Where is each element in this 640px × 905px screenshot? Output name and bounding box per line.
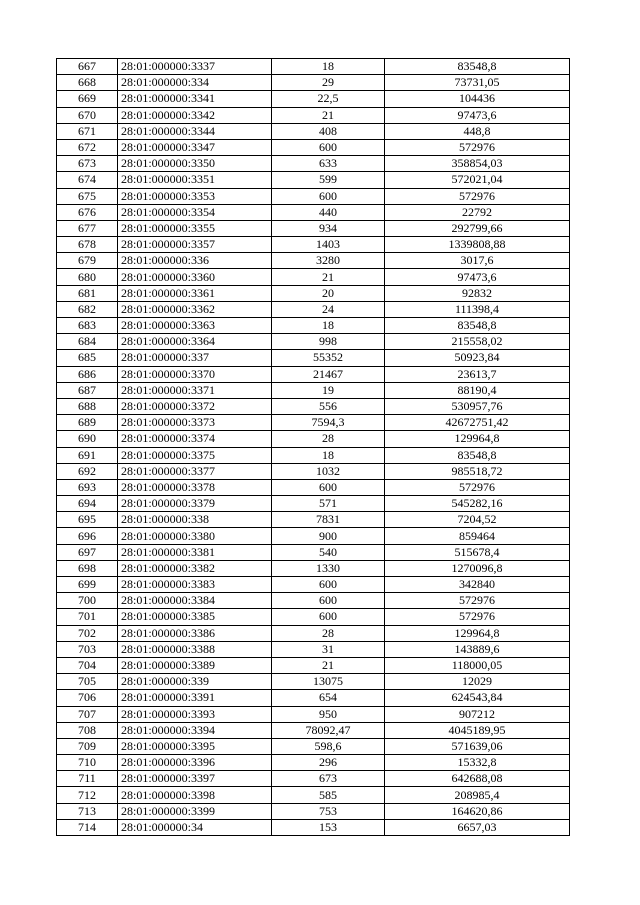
cadastral-number-cell: 28:01:000000:338: [118, 512, 272, 528]
value-cell: 448,8: [385, 123, 570, 139]
cadastral-number-cell: 28:01:000000:3355: [118, 220, 272, 236]
value-cell: 572976: [385, 479, 570, 495]
cadastral-number-cell: 28:01:000000:3371: [118, 382, 272, 398]
cadastral-number-cell: 28:01:000000:3362: [118, 301, 272, 317]
area-cell: 24: [272, 301, 385, 317]
cadastral-number-cell: 28:01:000000:3354: [118, 204, 272, 220]
value-cell: 572976: [385, 609, 570, 625]
table-row: [57, 172, 570, 188]
value-cell: 545282,16: [385, 496, 570, 512]
area-cell: 600: [272, 609, 385, 625]
row-number-cell: 679: [57, 253, 118, 269]
row-number-cell: 708: [57, 722, 118, 738]
value-cell: 92832: [385, 285, 570, 301]
table-row: [57, 609, 570, 625]
table-row: [57, 463, 570, 479]
cadastral-number-cell: 28:01:000000:3351: [118, 172, 272, 188]
table-row: [57, 544, 570, 560]
row-number-cell: 677: [57, 220, 118, 236]
value-cell: 83548,8: [385, 318, 570, 334]
area-cell: 600: [272, 139, 385, 155]
value-cell: 4045189,95: [385, 722, 570, 738]
value-cell: 292799,66: [385, 220, 570, 236]
cadastral-number-cell: 28:01:000000:3386: [118, 625, 272, 641]
area-cell: 998: [272, 334, 385, 350]
value-cell: 572976: [385, 139, 570, 155]
table-row: [57, 220, 570, 236]
value-cell: 208985,4: [385, 787, 570, 803]
value-cell: 859464: [385, 528, 570, 544]
area-cell: 934: [272, 220, 385, 236]
cadastral-number-cell: 28:01:000000:3395: [118, 738, 272, 754]
table-body: [57, 59, 570, 836]
cadastral-number-cell: 28:01:000000:3360: [118, 269, 272, 285]
row-number-cell: 689: [57, 415, 118, 431]
table-row: [57, 204, 570, 220]
area-cell: 673: [272, 771, 385, 787]
cadastral-number-cell: 28:01:000000:3388: [118, 641, 272, 657]
area-cell: 22,5: [272, 91, 385, 107]
row-number-cell: 682: [57, 301, 118, 317]
area-cell: 600: [272, 577, 385, 593]
table-row: [57, 755, 570, 771]
cadastral-number-cell: 28:01:000000:3342: [118, 107, 272, 123]
cadastral-number-cell: 28:01:000000:34: [118, 819, 272, 835]
value-cell: 3017,6: [385, 253, 570, 269]
row-number-cell: 684: [57, 334, 118, 350]
cadastral-number-cell: 28:01:000000:3373: [118, 415, 272, 431]
value-cell: 129964,8: [385, 431, 570, 447]
value-cell: 7204,52: [385, 512, 570, 528]
table-row: [57, 366, 570, 382]
value-cell: 572976: [385, 593, 570, 609]
value-cell: 642688,08: [385, 771, 570, 787]
area-cell: 599: [272, 172, 385, 188]
area-cell: 18: [272, 318, 385, 334]
table-row: [57, 641, 570, 657]
cadastral-number-cell: 28:01:000000:3389: [118, 657, 272, 673]
row-number-cell: 696: [57, 528, 118, 544]
row-number-cell: 707: [57, 706, 118, 722]
cadastral-number-cell: 28:01:000000:3344: [118, 123, 272, 139]
row-number-cell: 712: [57, 787, 118, 803]
cadastral-number-cell: 28:01:000000:3391: [118, 690, 272, 706]
cadastral-number-cell: 28:01:000000:3396: [118, 755, 272, 771]
cadastral-number-cell: 28:01:000000:3374: [118, 431, 272, 447]
row-number-cell: 671: [57, 123, 118, 139]
table-row: [57, 706, 570, 722]
row-number-cell: 686: [57, 366, 118, 382]
row-number-cell: 697: [57, 544, 118, 560]
area-cell: 296: [272, 755, 385, 771]
table-row: [57, 512, 570, 528]
row-number-cell: 683: [57, 318, 118, 334]
value-cell: 88190,4: [385, 382, 570, 398]
table-row: [57, 237, 570, 253]
table-row: [57, 787, 570, 803]
value-cell: 572021,04: [385, 172, 570, 188]
value-cell: 97473,6: [385, 107, 570, 123]
row-number-cell: 702: [57, 625, 118, 641]
cadastral-number-cell: 28:01:000000:3378: [118, 479, 272, 495]
table-row: [57, 431, 570, 447]
row-number-cell: 698: [57, 560, 118, 576]
value-cell: 530957,76: [385, 398, 570, 414]
table-row: [57, 123, 570, 139]
value-cell: 42672751,42: [385, 415, 570, 431]
value-cell: 6657,03: [385, 819, 570, 835]
row-number-cell: 678: [57, 237, 118, 253]
area-cell: 440: [272, 204, 385, 220]
cadastral-number-cell: 28:01:000000:3370: [118, 366, 272, 382]
area-cell: 600: [272, 593, 385, 609]
area-cell: 7831: [272, 512, 385, 528]
table-row: [57, 577, 570, 593]
row-number-cell: 699: [57, 577, 118, 593]
area-cell: 585: [272, 787, 385, 803]
area-cell: 3280: [272, 253, 385, 269]
value-cell: 143889,6: [385, 641, 570, 657]
area-cell: 29: [272, 75, 385, 91]
cadastral-number-cell: 28:01:000000:3383: [118, 577, 272, 593]
table-row: [57, 593, 570, 609]
cadastral-number-cell: 28:01:000000:337: [118, 350, 272, 366]
cadastral-number-cell: 28:01:000000:3384: [118, 593, 272, 609]
cadastral-number-cell: 28:01:000000:3353: [118, 188, 272, 204]
cadastral-number-cell: 28:01:000000:3357: [118, 237, 272, 253]
table-row: [57, 560, 570, 576]
row-number-cell: 680: [57, 269, 118, 285]
value-cell: 1339808,88: [385, 237, 570, 253]
table-row: [57, 139, 570, 155]
row-number-cell: 705: [57, 674, 118, 690]
cadastral-number-cell: 28:01:000000:3393: [118, 706, 272, 722]
table-row: [57, 819, 570, 835]
table-row: [57, 91, 570, 107]
cadastral-number-cell: 28:01:000000:3385: [118, 609, 272, 625]
value-cell: 83548,8: [385, 447, 570, 463]
area-cell: 21: [272, 657, 385, 673]
cadastral-number-cell: 28:01:000000:3382: [118, 560, 272, 576]
table-row: [57, 350, 570, 366]
value-cell: 73731,05: [385, 75, 570, 91]
value-cell: 23613,7: [385, 366, 570, 382]
area-cell: 31: [272, 641, 385, 657]
area-cell: 7594,3: [272, 415, 385, 431]
area-cell: 571: [272, 496, 385, 512]
value-cell: 15332,8: [385, 755, 570, 771]
table-row: [57, 285, 570, 301]
table-row: [57, 398, 570, 414]
cadastral-number-cell: 28:01:000000:3380: [118, 528, 272, 544]
table-row: [57, 269, 570, 285]
table-row: [57, 447, 570, 463]
area-cell: 950: [272, 706, 385, 722]
row-number-cell: 714: [57, 819, 118, 835]
area-cell: 556: [272, 398, 385, 414]
area-cell: 753: [272, 803, 385, 819]
area-cell: 600: [272, 479, 385, 495]
row-number-cell: 681: [57, 285, 118, 301]
cadastral-number-cell: 28:01:000000:3397: [118, 771, 272, 787]
row-number-cell: 703: [57, 641, 118, 657]
table-row: [57, 738, 570, 754]
area-cell: 13075: [272, 674, 385, 690]
area-cell: 598,6: [272, 738, 385, 754]
cadastral-number-cell: 28:01:000000:3375: [118, 447, 272, 463]
area-cell: 18: [272, 59, 385, 75]
area-cell: 633: [272, 156, 385, 172]
area-cell: 20: [272, 285, 385, 301]
cadastral-number-cell: 28:01:000000:3341: [118, 91, 272, 107]
cadastral-number-cell: 28:01:000000:3347: [118, 139, 272, 155]
cadastral-number-cell: 28:01:000000:3381: [118, 544, 272, 560]
area-cell: 78092,47: [272, 722, 385, 738]
row-number-cell: 668: [57, 75, 118, 91]
row-number-cell: 692: [57, 463, 118, 479]
row-number-cell: 670: [57, 107, 118, 123]
table-row: [57, 625, 570, 641]
table-row: [57, 657, 570, 673]
row-number-cell: 685: [57, 350, 118, 366]
value-cell: 515678,4: [385, 544, 570, 560]
row-number-cell: 704: [57, 657, 118, 673]
value-cell: 83548,8: [385, 59, 570, 75]
row-number-cell: 710: [57, 755, 118, 771]
row-number-cell: 669: [57, 91, 118, 107]
area-cell: 600: [272, 188, 385, 204]
area-cell: 408: [272, 123, 385, 139]
cadastral-number-cell: 28:01:000000:3394: [118, 722, 272, 738]
row-number-cell: 694: [57, 496, 118, 512]
table-row: [57, 253, 570, 269]
cadastral-number-cell: 28:01:000000:339: [118, 674, 272, 690]
table-row: [57, 771, 570, 787]
area-cell: 28: [272, 625, 385, 641]
cadastral-number-cell: 28:01:000000:3379: [118, 496, 272, 512]
table-row: [57, 188, 570, 204]
table-row: [57, 334, 570, 350]
cadastral-number-cell: 28:01:000000:334: [118, 75, 272, 91]
cadastral-number-cell: 28:01:000000:3399: [118, 803, 272, 819]
row-number-cell: 700: [57, 593, 118, 609]
table-row: [57, 479, 570, 495]
row-number-cell: 713: [57, 803, 118, 819]
area-cell: 21467: [272, 366, 385, 382]
cadastral-number-cell: 28:01:000000:3363: [118, 318, 272, 334]
value-cell: 1270096,8: [385, 560, 570, 576]
cadastral-number-cell: 28:01:000000:3372: [118, 398, 272, 414]
row-number-cell: 675: [57, 188, 118, 204]
table-row: [57, 382, 570, 398]
value-cell: 572976: [385, 188, 570, 204]
row-number-cell: 687: [57, 382, 118, 398]
row-number-cell: 688: [57, 398, 118, 414]
table-row: [57, 528, 570, 544]
cadastral-table: [56, 58, 570, 836]
value-cell: 164620,86: [385, 803, 570, 819]
area-cell: 1032: [272, 463, 385, 479]
area-cell: 153: [272, 819, 385, 835]
area-cell: 19: [272, 382, 385, 398]
table-row: [57, 59, 570, 75]
row-number-cell: 706: [57, 690, 118, 706]
row-number-cell: 695: [57, 512, 118, 528]
row-number-cell: 701: [57, 609, 118, 625]
cadastral-number-cell: 28:01:000000:3377: [118, 463, 272, 479]
row-number-cell: 674: [57, 172, 118, 188]
row-number-cell: 673: [57, 156, 118, 172]
area-cell: 18: [272, 447, 385, 463]
area-cell: 900: [272, 528, 385, 544]
cadastral-number-cell: 28:01:000000:3398: [118, 787, 272, 803]
cadastral-number-cell: 28:01:000000:3361: [118, 285, 272, 301]
table-row: [57, 803, 570, 819]
value-cell: 624543,84: [385, 690, 570, 706]
row-number-cell: 672: [57, 139, 118, 155]
table-row: [57, 318, 570, 334]
row-number-cell: 690: [57, 431, 118, 447]
cadastral-number-cell: 28:01:000000:3337: [118, 59, 272, 75]
row-number-cell: 676: [57, 204, 118, 220]
area-cell: 55352: [272, 350, 385, 366]
area-cell: 1403: [272, 237, 385, 253]
table-row: [57, 674, 570, 690]
row-number-cell: 667: [57, 59, 118, 75]
value-cell: 111398,4: [385, 301, 570, 317]
value-cell: 215558,02: [385, 334, 570, 350]
row-number-cell: 709: [57, 738, 118, 754]
value-cell: 118000,05: [385, 657, 570, 673]
value-cell: 571639,06: [385, 738, 570, 754]
value-cell: 97473,6: [385, 269, 570, 285]
value-cell: 12029: [385, 674, 570, 690]
cadastral-number-cell: 28:01:000000:336: [118, 253, 272, 269]
area-cell: 21: [272, 107, 385, 123]
value-cell: 358854,03: [385, 156, 570, 172]
value-cell: 50923,84: [385, 350, 570, 366]
table-row: [57, 690, 570, 706]
value-cell: 22792: [385, 204, 570, 220]
area-cell: 28: [272, 431, 385, 447]
table-row: [57, 156, 570, 172]
area-cell: 540: [272, 544, 385, 560]
table-row: [57, 415, 570, 431]
table-row: [57, 75, 570, 91]
table-row: [57, 722, 570, 738]
cadastral-number-cell: 28:01:000000:3350: [118, 156, 272, 172]
value-cell: 104436: [385, 91, 570, 107]
area-cell: 654: [272, 690, 385, 706]
table-row: [57, 496, 570, 512]
value-cell: 342840: [385, 577, 570, 593]
row-number-cell: 693: [57, 479, 118, 495]
row-number-cell: 691: [57, 447, 118, 463]
area-cell: 21: [272, 269, 385, 285]
cadastral-number-cell: 28:01:000000:3364: [118, 334, 272, 350]
area-cell: 1330: [272, 560, 385, 576]
value-cell: 129964,8: [385, 625, 570, 641]
value-cell: 907212: [385, 706, 570, 722]
row-number-cell: 711: [57, 771, 118, 787]
table-row: [57, 107, 570, 123]
value-cell: 985518,72: [385, 463, 570, 479]
table-row: [57, 301, 570, 317]
